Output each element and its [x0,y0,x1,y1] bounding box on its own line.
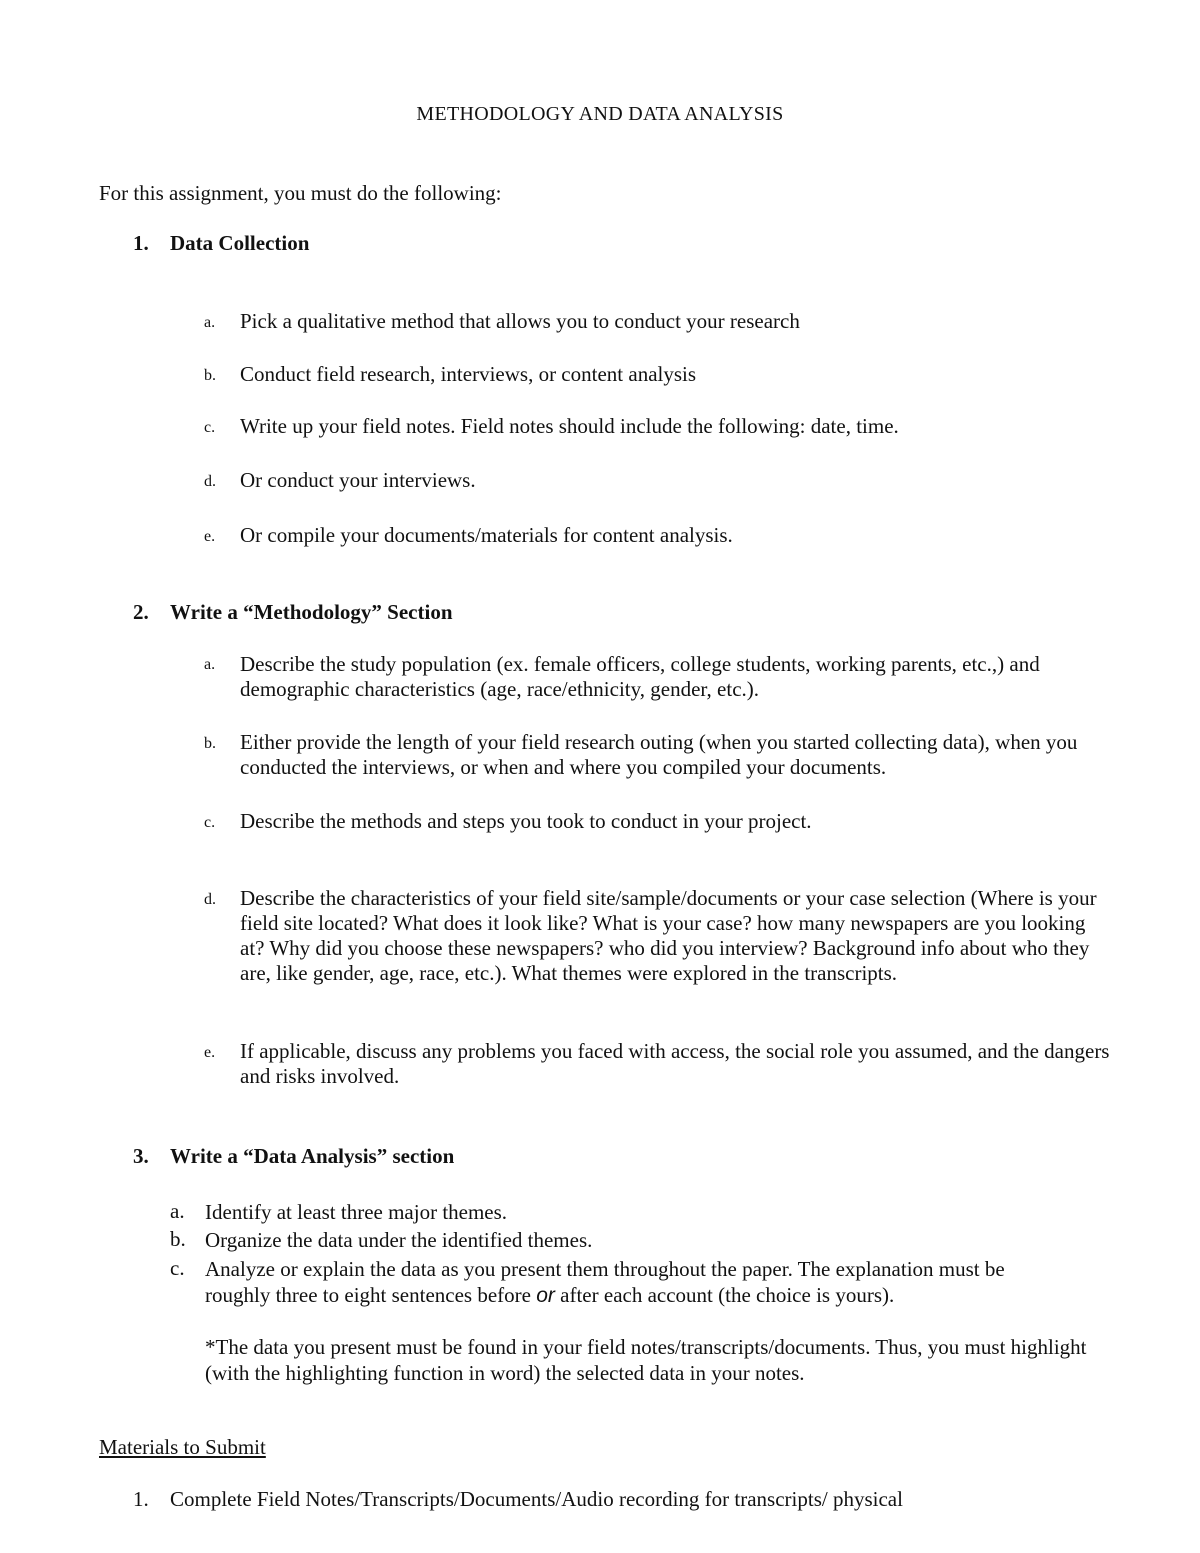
section-2-item-c-letter: c. [204,814,216,831]
section-1-item-b-letter: b. [204,367,216,384]
section-2-number: 2. [133,600,149,624]
section-1-item-d: Or conduct your interviews. [240,468,476,492]
section-1-item-e-letter: e. [204,528,216,545]
section-3-item-c-text-after: after each account (the choice is yours). [554,1283,895,1307]
section-3-title: Write a “Data Analysis” section [170,1144,455,1168]
section-3-item-c [205,1256,1075,1309]
materials-item-1-number: 1. [133,1487,149,1511]
section-2-item-d-letter: d. [204,891,216,908]
section-3-note: *The data you present must be found in your field notes/transcripts/documents. Thus, you must highlight (with the highlighting function in word) the selected data in your notes. [205,1335,1087,1385]
section-1-item-a: Pick a qualitative method that allows you to conduct your research [240,309,800,333]
section-3-item-a-letter: a. [170,1199,185,1223]
section-2-item-d: Describe the characteristics of your field site/sample/documents or your case selection (Where is your field site located? What does it look like? What is your case? how many newspapers are you looking at? Why did you choose these newspapers? who did you interview? Background info about who they are, like gender, age, race, etc.). What themes were explored in the transcripts. [240,886,1097,985]
section-1-item-d-letter: d. [204,473,216,490]
section-2-item-e: If applicable, discuss any problems you faced with access, the social role you assumed, and the dangers and risks involved. [240,1039,1110,1088]
section-3-item-c-emphasis: or [536,1284,555,1307]
section-1-item-b: Conduct field research, interviews, or content analysis [240,362,697,386]
section-1-number: 1. [133,231,149,255]
section-1-item-c-letter: c. [204,419,216,436]
section-3-item-c-text-before: Analyze or explain the data as you present them throughout the paper. The explanation must be roughly three to eight sentences before [205,1257,1005,1307]
section-2-item-c: Describe the methods and steps you took to conduct in your project. [240,809,812,833]
section-2-item-b: Either provide the length of your field research outing (when you started collecting data), when you conducted the interviews, or when and where you compiled your documents. [240,730,1078,779]
section-1-item-e: Or compile your documents/materials for content analysis. [240,523,733,547]
section-3-item-c-letter: c. [170,1256,185,1280]
section-3-number: 3. [133,1144,149,1168]
section-2-item-a-letter: a. [204,656,216,673]
section-1-item-a-letter: a. [204,314,216,331]
section-2-title: Write a “Methodology” Section [170,600,453,624]
section-1-title: Data Collection [170,231,310,255]
document-title: METHODOLOGY AND DATA ANALYSIS [416,103,784,125]
materials-item-1: Complete Field Notes/Transcripts/Documents/Audio recording for transcripts/ physical [170,1487,903,1511]
section-3-item-b-letter: b. [170,1227,186,1251]
section-2-item-a: Describe the study population (ex. female officers, college students, working parents, etc.,) and demographic characteristics (age, race/ethnicity, gender, etc.). [240,652,1040,701]
intro-text: For this assignment, you must do the following: [99,181,502,205]
section-3-item-a: Identify at least three major themes. [205,1200,508,1224]
materials-heading: Materials to Submit [99,1435,266,1459]
section-3-item-b: Organize the data under the identified themes. [205,1228,593,1252]
section-2-item-b-letter: b. [204,735,216,752]
section-1-item-c: Write up your field notes. Field notes should include the following: date, time. [240,414,899,438]
section-2-item-e-letter: e. [204,1044,216,1061]
